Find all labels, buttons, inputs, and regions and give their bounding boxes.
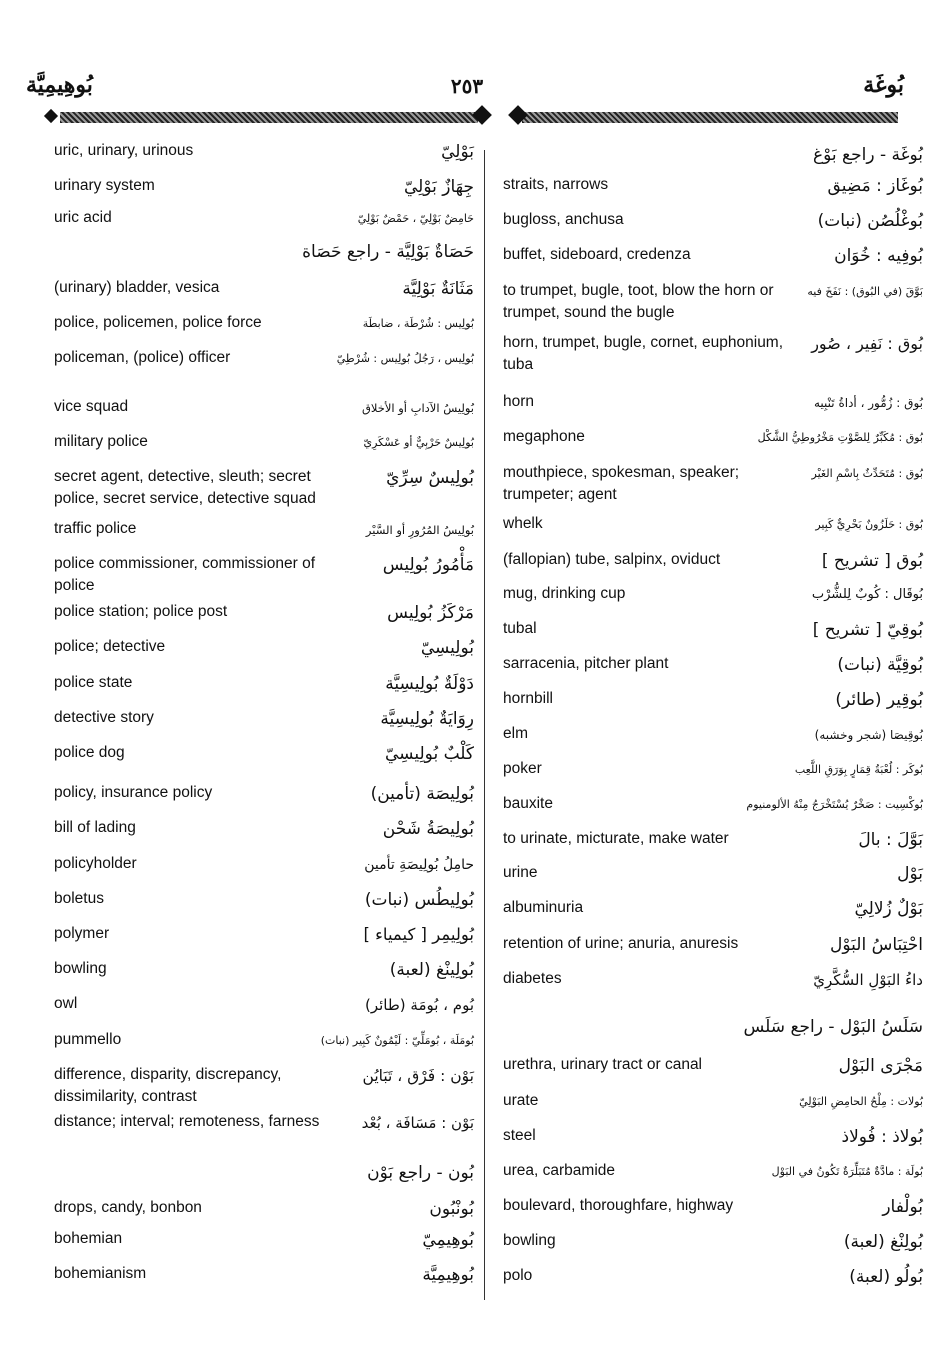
arabic-headword: بُوهِيمِيَّة [422,1265,474,1285]
arabic-headword: بُوق : نَفِير ، صُور [811,334,923,353]
arabic-headword: بُوقَال : كُوبٌ لِلشُّرْب [811,587,923,602]
english-definition: bowling [54,960,107,977]
arabic-headword: بَوَّقَ (في البُوق) : نَفَخَ فيه [807,285,923,298]
english-definition: secret agent, detective, sleuth; secret police, secret service, detective squad [54,468,316,507]
arabic-headword: حَصَاةٌ بَوْلِيَّة - راجع حَصَاة [302,242,474,262]
arabic-headword: بُولِيس ، رَجُلُ بُولِيس : شُرْطِيّ [336,352,474,365]
arabic-headword: مَأْمُورُ بُولِيس [382,555,474,575]
english-definition: polo [503,1267,533,1284]
arabic-headword: بَوْل [897,864,923,884]
english-definition: urethra, urinary tract or canal [503,1056,703,1073]
arabic-headword: بُوق : زُمُّور ، أداةُ تَنْبِيه [814,396,923,410]
arabic-headword: بُولِيسِيّ [420,638,474,658]
header-rule-right [522,112,898,123]
header-rule-left [60,112,478,123]
arabic-headword: سَلَسُ البَوْل - راجع سَلَس [743,1017,923,1037]
english-definition: pummello [54,1031,122,1048]
arabic-headword: بُوقِير (طائر) [835,690,923,710]
english-definition: to urinate, micturate, make water [503,830,729,847]
english-definition: albuminuria [503,899,584,916]
english-definition: mug, drinking cup [503,585,626,602]
arabic-headword: بُومَلَة ، بُومَلِّيّ : لَيْمُونٌ كَبِير (نبات) [320,1034,474,1047]
english-definition: boulevard, thoroughfare, highway [503,1197,734,1214]
header-ornament-diamond [44,109,58,123]
right-guide-word: بُوغَة [863,72,904,98]
arabic-headword: احْتِبَاسُ البَوْل [830,935,923,955]
english-definition: mouthpiece, spokesman, speaker; trumpeter; agent [503,464,740,503]
english-definition: bugloss, anchusa [503,211,624,228]
arabic-headword: بُولِيسُ المُرُورِ أو السَّيْر [365,523,474,537]
arabic-headword: بُولِيمِر [ كيمياء ] [363,925,474,944]
arabic-headword: بُولِنْغ (لعبة) [843,1232,923,1252]
arabic-headword: بُوفِيه : خُوَان [834,246,923,266]
english-definition: bill of lading [54,819,136,836]
english-definition: urine [503,864,538,881]
arabic-headword: بُون - راجع بَوْن [367,1163,474,1183]
english-definition: police station; police post [54,603,228,620]
arabic-headword: بُوقِيّ [ تشريح ] [812,620,923,640]
english-definition: difference, disparity, discrepancy, dissimilarity, contrast [54,1066,282,1105]
arabic-headword: بُوقِيَّة (نبات) [837,655,923,675]
arabic-headword: بُولِيسُ الآدابِ أو الأخلاق [361,401,474,415]
english-definition: horn [503,393,535,410]
left-guide-word: بُوهِيمِيَّة [26,72,93,98]
arabic-headword: بَوْن : فَرْق ، تَبَايُن [362,1067,474,1085]
english-definition: (urinary) bladder, vesica [54,279,220,296]
arabic-headword: بُوم ، بُومَة (طائر) [364,996,474,1014]
english-definition: (fallopian) tube, salpinx, oviduct [503,551,721,568]
arabic-headword: بُوقِيصَا (شجر وخشبه) [814,728,923,742]
english-definition: diabetes [503,970,562,987]
english-definition: horn, trumpet, bugle, cornet, euphonium, tuba [503,334,784,373]
english-definition: police, policemen, police force [54,314,262,331]
english-definition: traffic police [54,520,137,537]
english-definition: sarracenia, pitcher plant [503,655,669,672]
arabic-headword: رِوَايَةٌ بُولِيسِيَّة [380,709,474,729]
english-definition: uric acid [54,209,112,226]
arabic-headword: بُولِيطُس (نبات) [364,890,474,910]
arabic-headword: بُوغْلُصُن (نبات) [817,211,923,231]
arabic-headword: بُوق : حَلَزُونٌ بَحْرِيٌّ كَبِير [815,518,923,531]
english-definition: owl [54,995,78,1012]
arabic-headword: بُوكَر : لُعْبَةُ قِمَارٍ بِوَرَقِ اللَّعِب [794,763,923,776]
english-definition: distance; interval; remoteness, farness [54,1113,320,1130]
english-definition: military police [54,433,148,450]
english-definition: hornbill [503,690,553,707]
arabic-headword: بُونْبُون [429,1199,474,1219]
arabic-headword: مَثَانَةٌ بَوْلِيَّة [402,279,474,299]
english-definition: bohemianism [54,1265,147,1282]
arabic-headword: حامِلُ بُولِيصَةِ تأمين [364,857,474,873]
english-definition: policy, insurance policy [54,784,213,801]
english-definition: bauxite [503,795,553,812]
arabic-headword: بُولِيسٌ سِرِّيّ [386,468,474,488]
english-definition: bowling [503,1232,556,1249]
arabic-headword: بُولِيس : شُرْطَة ، ضابطَة [362,317,474,330]
english-definition: megaphone [503,428,585,445]
arabic-headword: بُولِيصَةُ شَحْن [382,819,474,839]
arabic-headword: بُولاذ : فُولاذ [841,1127,923,1147]
arabic-headword: بُولات : مِلْحُ الحامِضِ البَوْلِيّ [799,1095,923,1108]
arabic-headword: بُولِيسٌ حَرْبِيٌّ أو عَسْكَرِيّ [363,436,474,449]
english-definition: polymer [54,925,110,942]
arabic-headword: مَجْرَى البَوْل [838,1056,923,1076]
arabic-headword: حَامِضٌ بَوْلِيّ ، حَمْضٌ بَوْلِيّ [357,212,474,225]
arabic-headword: بُولْفار [882,1197,923,1217]
english-definition: urate [503,1092,539,1109]
arabic-headword: جِهَازٌ بَوْلِيّ [403,177,474,197]
english-definition: detective story [54,709,154,726]
arabic-headword: بُوق : مُكَبِّرٌ لِلصَّوْتِ مَخْرُوطِيُّ الشَّكْل [757,431,923,444]
english-definition: urinary system [54,177,155,194]
english-definition: whelk [503,515,543,532]
arabic-headword: بَوْن : مَسَافَة ، بُعْد [361,1114,474,1132]
english-definition: poker [503,760,542,777]
arabic-headword: بُولِينْغ (لعبة) [389,960,474,980]
english-definition: uric, urinary, urinous [54,142,194,159]
english-definition: to trumpet, bugle, toot, blow the horn or trumpet, sound the bugle [503,282,774,321]
page-number: ٢٥٣ [450,74,484,98]
english-definition: police dog [54,744,125,761]
arabic-headword: دَوْلَةٌ بُولِيسِيَّة [385,674,474,694]
english-definition: police; detective [54,638,166,655]
arabic-headword: بَوَّلَ : بالَ [858,830,923,850]
arabic-headword: بُوق : مُتَحَدِّثٌ بِاسْمِ الغَيْر [811,467,923,480]
english-definition: boletus [54,890,104,907]
english-definition: drops, candy, bonbon [54,1199,202,1216]
arabic-headword: بَوْلٌ زُلالِيّ [854,899,923,919]
english-definition: bohemian [54,1230,123,1247]
arabic-headword: بُوهِيمِيّ [422,1230,474,1250]
english-definition: urea, carbamide [503,1162,616,1179]
arabic-headword: بُوكْسِيت : صَخْرٌ يُسْتَخْرَجُ مِنْهُ الألومنيوم [746,798,923,811]
english-definition: policeman, (police) officer [54,349,231,366]
arabic-headword: بَوْلِيّ [441,142,474,162]
arabic-headword: بُوق [ تشريح ] [821,551,923,571]
arabic-headword: بُوغَاز : مَضِيق [827,176,923,196]
arabic-headword: بُولُو (لعبة) [849,1267,923,1287]
english-definition: elm [503,725,528,742]
arabic-headword: بُولِيصَة (تأمين) [370,784,474,804]
english-definition: police state [54,674,133,691]
english-definition: buffet, sideboard, credenza [503,246,691,263]
english-definition: policyholder [54,855,137,872]
arabic-headword: بُوغَة - راجع بَوْغ [812,145,923,165]
column-divider [484,150,485,1300]
arabic-headword: بُولَة : مادَّةٌ مُتَبَلِّرَةٌ تَكُونُ في البَوْل [771,1165,923,1178]
arabic-headword: كَلْبٌ بُولِيسِيّ [385,744,474,764]
english-definition: vice squad [54,398,129,415]
english-definition: straits, narrows [503,176,609,193]
english-definition: steel [503,1127,536,1144]
english-definition: tubal [503,620,537,637]
arabic-headword: مَرْكَزُ بُولِيس [387,603,474,623]
english-definition: retention of urine; anuria, anuresis [503,935,739,952]
english-definition: police commissioner, commissioner of police [54,555,316,594]
arabic-headword: داءُ البَوْلِ السُّكَّرِيّ [813,971,923,989]
